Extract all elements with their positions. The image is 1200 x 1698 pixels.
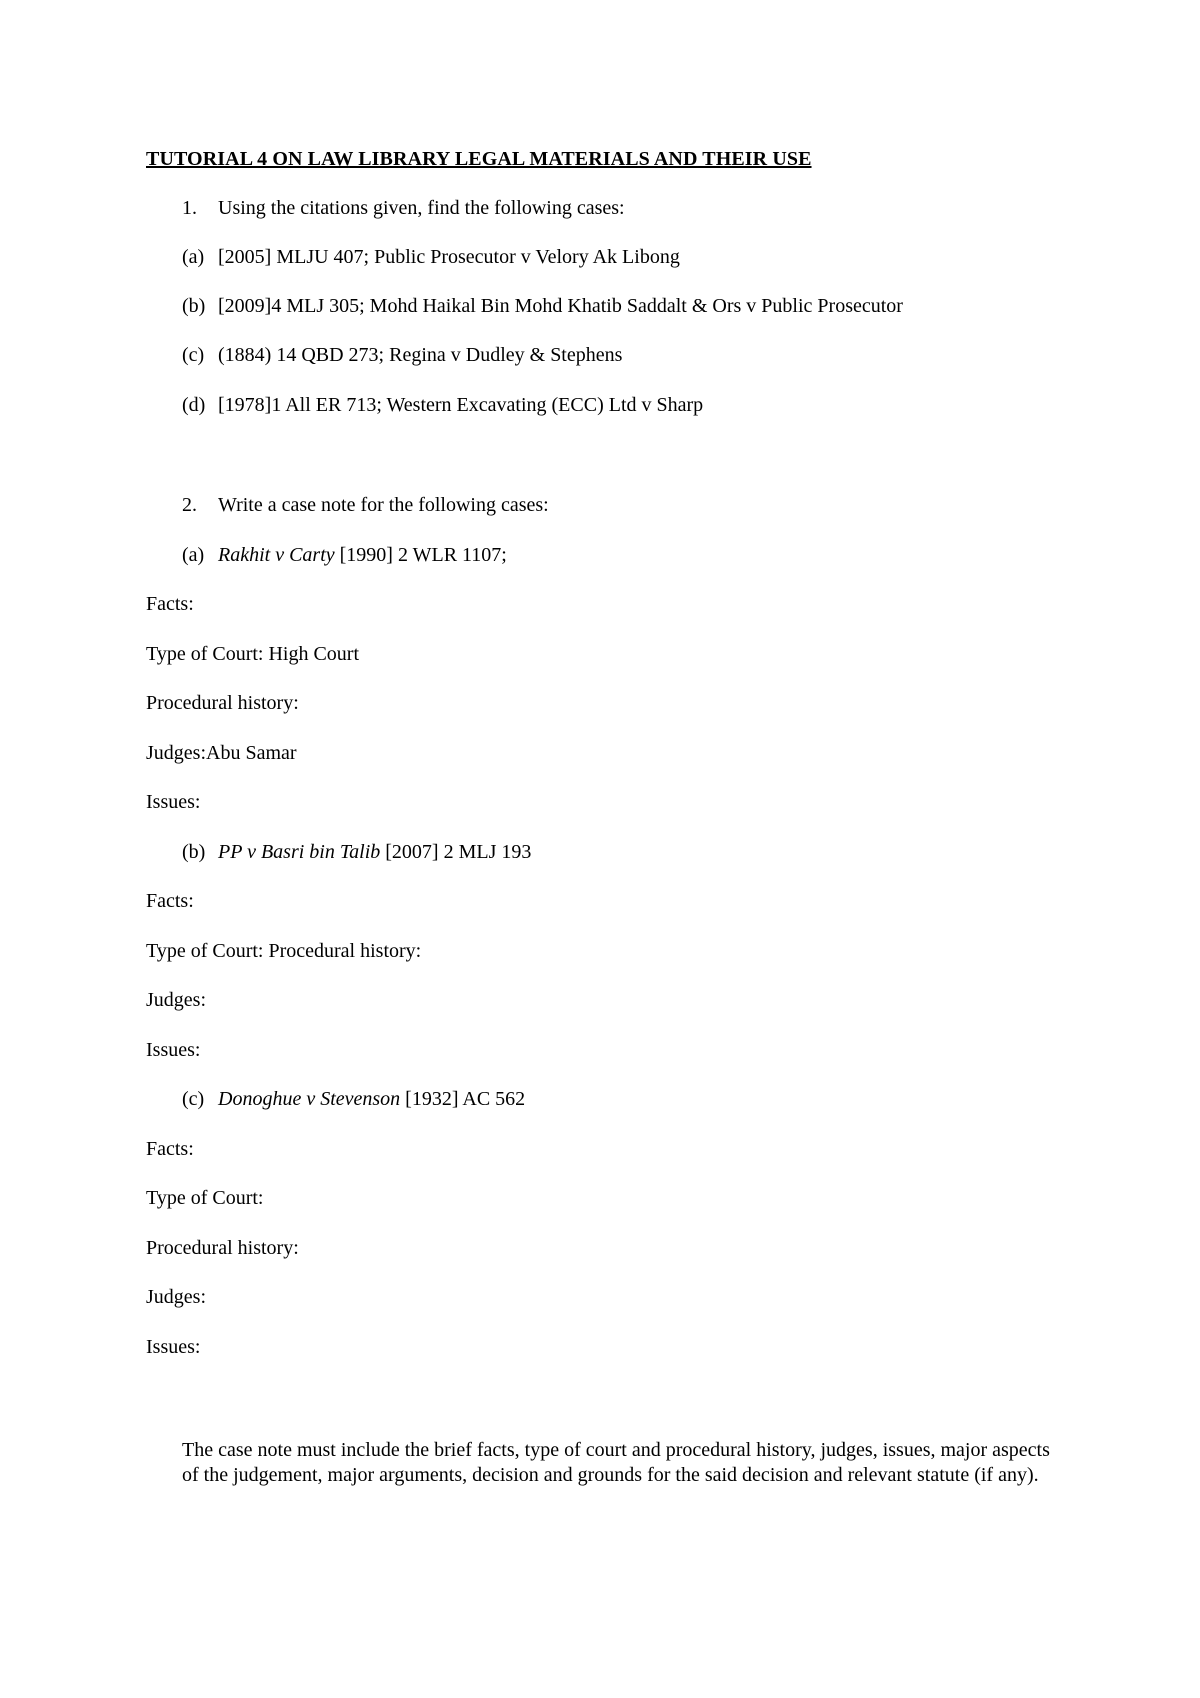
- item-label: (a): [182, 246, 205, 268]
- list-item: [182, 343, 622, 367]
- case-a-judges: Judges:Abu Samar: [146, 742, 297, 764]
- question-1: [182, 196, 625, 220]
- case-citation: [1990] 2 WLR 1107;: [334, 544, 507, 566]
- case-name: PP v Basri bin Talib: [218, 841, 381, 863]
- list-item: [182, 245, 680, 269]
- item-text: [2009]4 MLJ 305; Mohd Haikal Bin Mohd Khatib Saddalt & Ors v Public Prosecutor: [218, 295, 903, 317]
- case-a-court: Type of Court: High Court: [146, 643, 360, 665]
- item-label: (b): [182, 295, 206, 317]
- case-c-issues: Issues:: [146, 1336, 201, 1358]
- question-1-number: 1.: [182, 197, 197, 219]
- list-item: [182, 393, 703, 417]
- case-c-court: Type of Court:: [146, 1187, 264, 1209]
- case-label: (b): [182, 841, 206, 863]
- case-name: Rakhit v Carty: [218, 544, 335, 566]
- case-name: Donoghue v Stevenson: [218, 1088, 401, 1110]
- case-a-history: Procedural history:: [146, 692, 299, 714]
- item-label: (c): [182, 344, 205, 366]
- case-c-heading: [182, 1087, 525, 1111]
- case-b-heading: [182, 840, 531, 864]
- question-2: [182, 493, 549, 517]
- case-a-facts: Facts:: [146, 593, 194, 615]
- case-a-heading: [182, 543, 507, 567]
- case-c-judges: Judges:: [146, 1286, 206, 1308]
- question-2-text: Write a case note for the following cases:: [218, 494, 549, 516]
- item-text: [2005] MLJU 407; Public Prosecutor v Velory Ak Libong: [218, 246, 680, 268]
- case-c-facts: Facts:: [146, 1138, 194, 1160]
- list-item: [182, 294, 903, 318]
- case-b-issues: Issues:: [146, 1039, 201, 1061]
- question-1-text: Using the citations given, find the following cases:: [218, 197, 625, 219]
- case-c-history: Procedural history:: [146, 1237, 299, 1259]
- case-b-judges: Judges:: [146, 989, 206, 1011]
- case-citation: [2007] 2 MLJ 193: [380, 841, 532, 863]
- case-a-issues: Issues:: [146, 791, 201, 813]
- question-2-number: 2.: [182, 494, 197, 516]
- item-text: (1884) 14 QBD 273; Regina v Dudley & Stephens: [218, 344, 623, 366]
- case-label: (a): [182, 544, 205, 566]
- case-note-instructions: The case note must include the brief facts, type of court and procedural history, judges, issues, major aspects of the judgement, major arguments, decision and grounds for the said decision and relevant statute (if any).: [182, 1439, 1050, 1486]
- item-text: [1978]1 All ER 713; Western Excavating (ECC) Ltd v Sharp: [218, 394, 704, 416]
- case-b-facts: Facts:: [146, 890, 194, 912]
- item-label: (d): [182, 394, 206, 416]
- document-title: TUTORIAL 4 ON LAW LIBRARY LEGAL MATERIALS AND THEIR USE: [146, 148, 812, 170]
- case-b-court: Type of Court: Procedural history:: [146, 940, 422, 962]
- case-label: (c): [182, 1088, 205, 1110]
- case-citation: [1932] AC 562: [400, 1088, 526, 1110]
